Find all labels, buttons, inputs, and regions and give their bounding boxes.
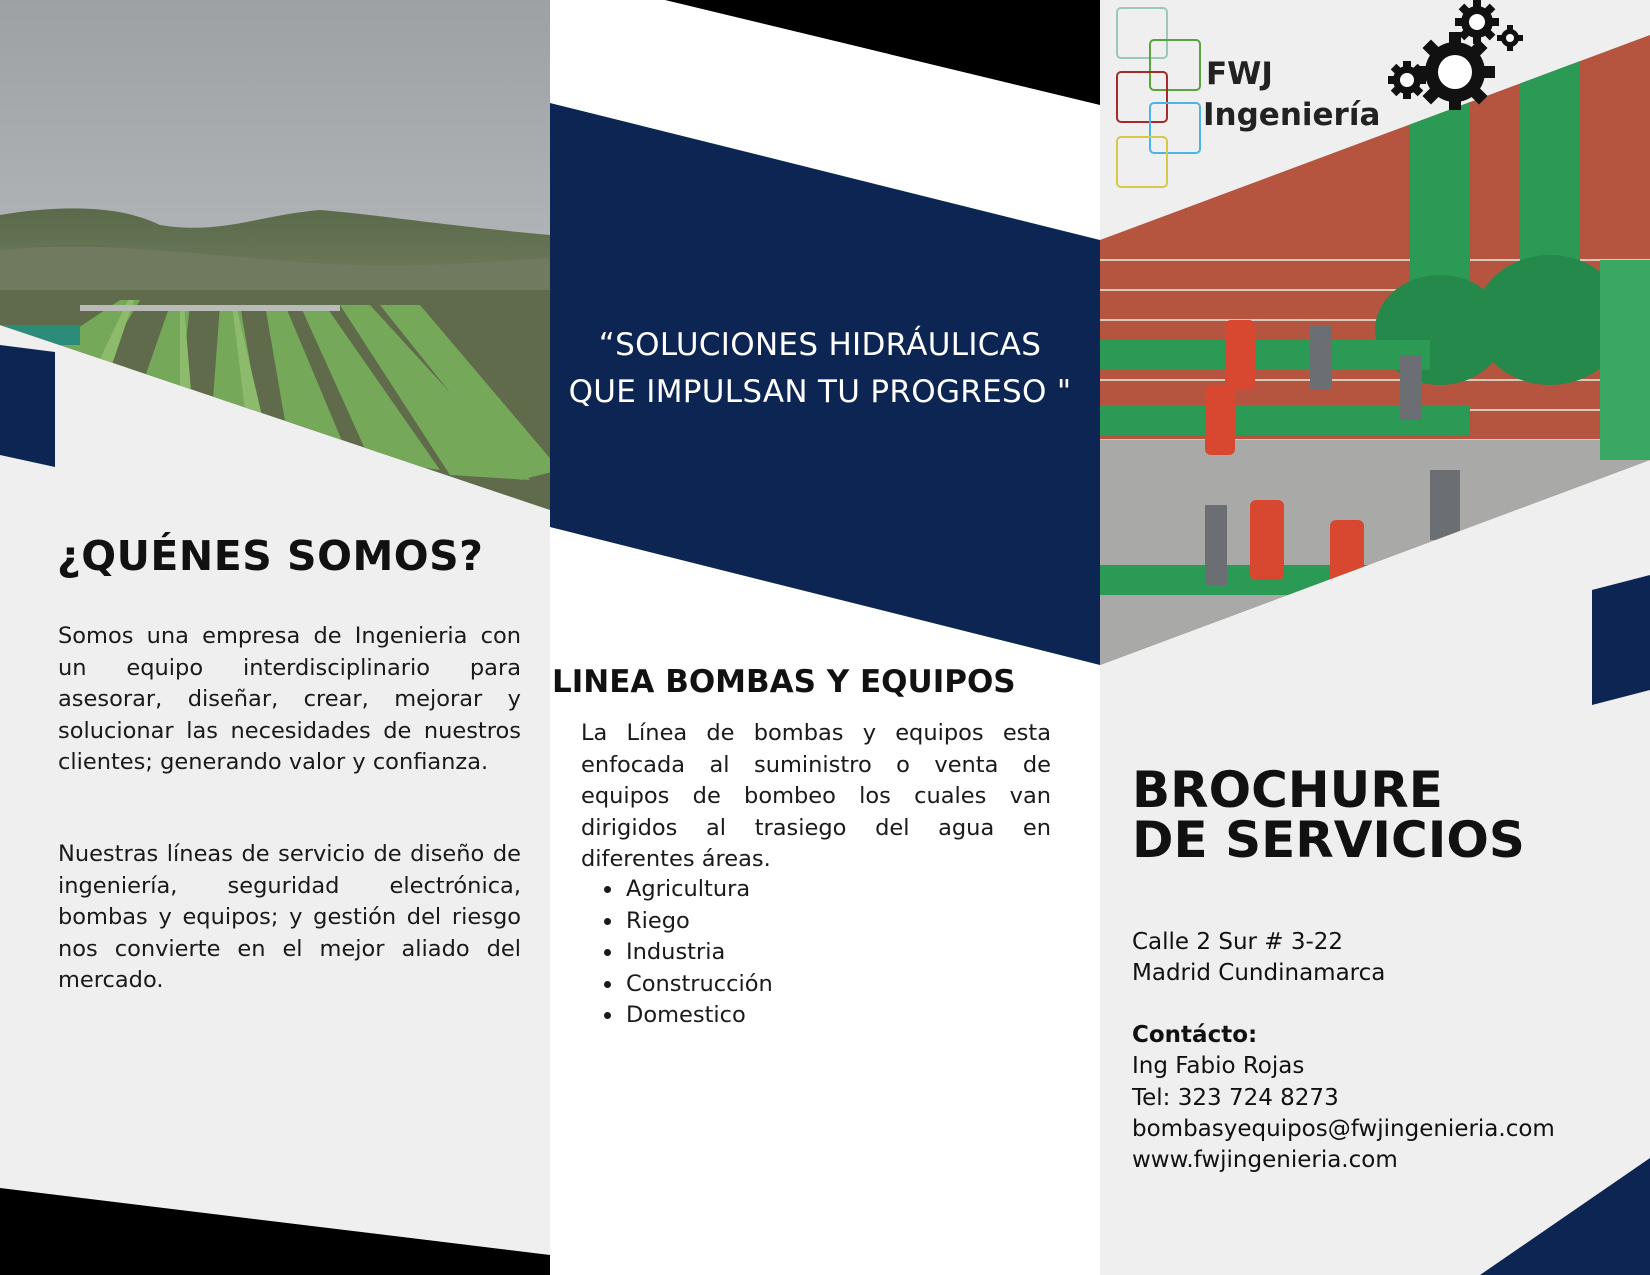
services-paragraph: Nuestras líneas de servicio de diseño de ingeniería, seguridad electrónica, bombas y equipos; y gestión del riesgo nos convierte en el mejor aliado del mercado. <box>58 841 521 993</box>
logo-text-ingenieria: Ingeniería <box>1203 97 1381 133</box>
contact-name: Ing Fabio Rojas <box>1132 1053 1305 1080</box>
contact-phone[interactable]: Tel: 323 724 8273 <box>1132 1084 1339 1111</box>
slogan-quote: “SOLUCIONES HIDRÁULICAS QUE IMPULSAN TU PROGRESO " <box>568 327 1072 410</box>
areas-list <box>581 874 773 1032</box>
pumps-line-heading: LINEA BOMBAS Y EQUIPOS <box>552 664 1016 700</box>
contact-email[interactable]: bombasyequipos@fwjingenieria.com <box>1132 1115 1555 1142</box>
address-street: Calle 2 Sur # 3-22 <box>1132 929 1344 955</box>
list-item: • Construcción <box>624 969 773 1001</box>
brochure-title <box>1132 761 1632 869</box>
list-item: • Industria <box>624 937 773 969</box>
brochure-title-line2: DE SERVICIOS <box>1132 811 1525 869</box>
list-item: • Agricultura <box>624 874 773 906</box>
logo-text-fwj: FWJ <box>1206 56 1273 92</box>
contact-block <box>1132 1020 1632 1176</box>
list-item: • Riego <box>624 906 773 938</box>
address-city: Madrid Cundinamarca <box>1132 960 1386 987</box>
pumps-line-paragraph: La Línea de bombas y equipos esta enfocada al suministro o venta de equipos de bombeo los cuales van dirigidos al trasiego del agua en diferentes áreas. <box>581 720 1051 872</box>
who-we-are-heading: ¿QUÉNES SOMOS? <box>57 532 484 580</box>
gears-icon <box>1385 0 1525 110</box>
contact-website[interactable]: www.fwjingenieria.com <box>1132 1147 1398 1174</box>
address-block <box>1132 927 1632 990</box>
about-paragraph: Somos una empresa de Ingenieria con un equipo interdisciplinario para asesorar, diseñar, crear, mejorar y solucionar las necesidades de nuestros clientes; generando valor y confianza. <box>58 623 521 775</box>
brochure-title-line1: BROCHURE <box>1132 761 1443 819</box>
contact-label: Contácto: <box>1132 1022 1258 1048</box>
list-item: • Domestico <box>624 1000 773 1032</box>
